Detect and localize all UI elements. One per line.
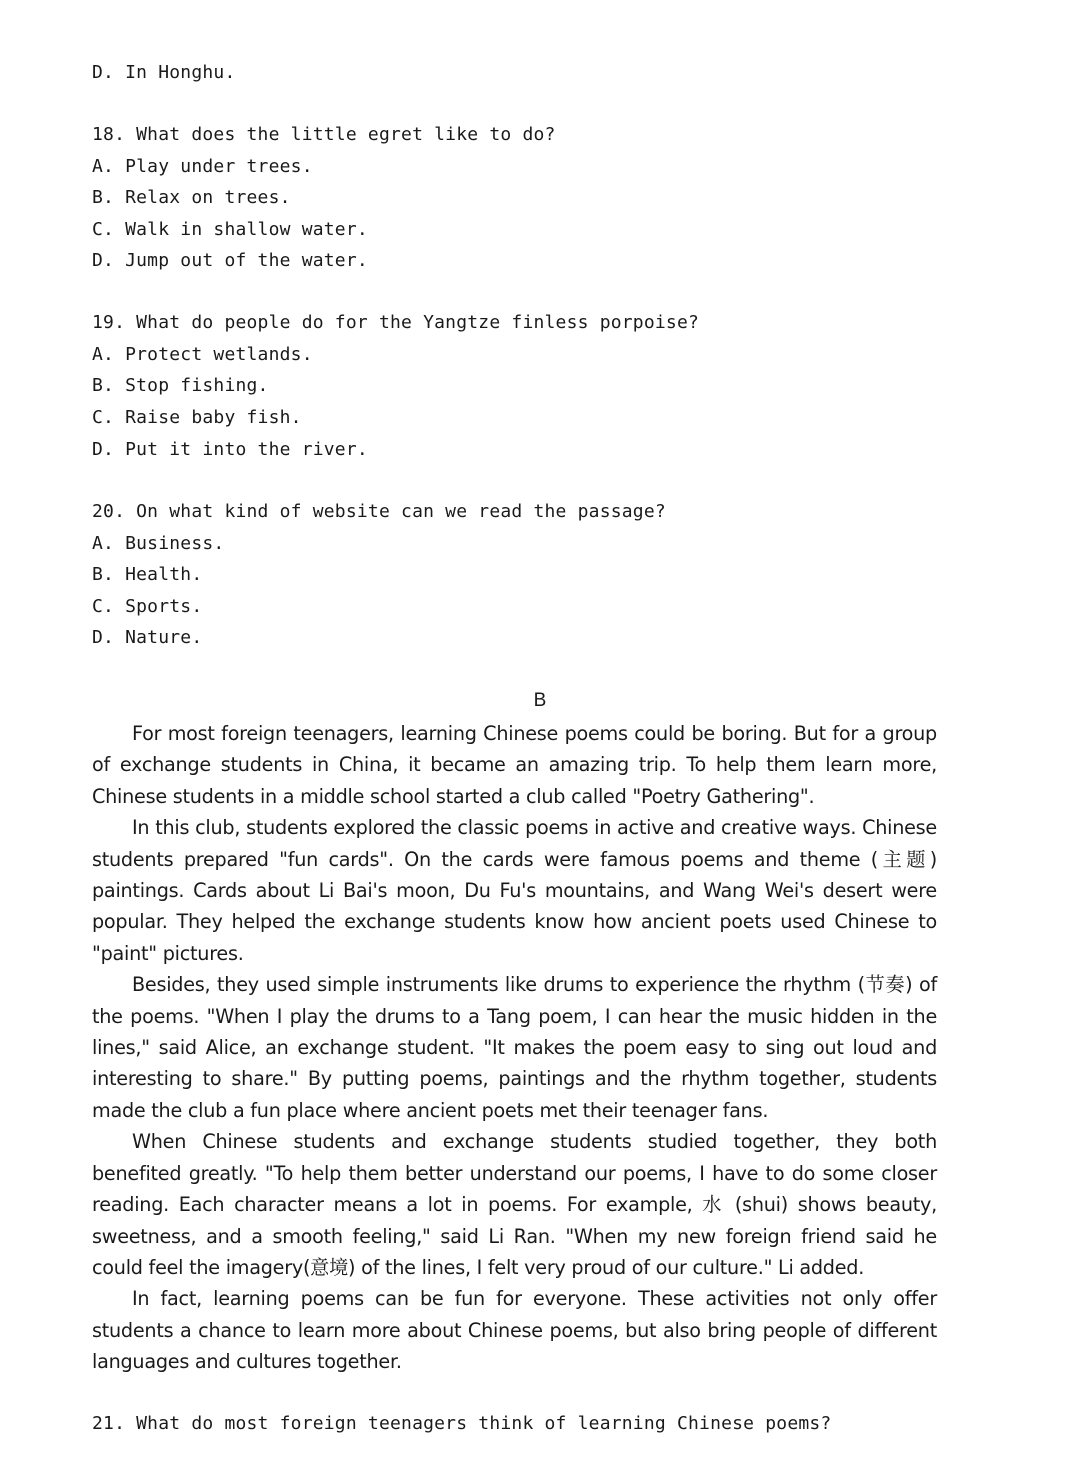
- question-18-option-d: D. Jump out of the water.: [92, 250, 368, 271]
- question-19-stem: 19. What do people do for the Yangtze finless porpoise?: [92, 312, 700, 333]
- question-20-option-a: A. Business.: [92, 533, 225, 554]
- passage-paragraph-2: In this club, students explored the classic poems in active and creative ways. Chinese students prepared "fun cards". On the cards were famous poems and theme (主题) paintings. Cards about Li Bai's moon, Du Fu's mountains, and Wang Wei's desert were popular. They helped the exchange students know how ancient poets used Chinese to "paint" pictures.: [92, 816, 937, 965]
- passage-paragraph-5: In fact, learning poems can be fun for everyone. These activities not only offer students a chance to learn more about Chinese poems, but also bring people of different languages and cultures together.: [92, 1287, 937, 1374]
- question-18-stem: 18. What does the little egret like to do?: [92, 124, 556, 145]
- question-19-option-d: D. Put it into the river.: [92, 439, 368, 460]
- question-20-option-c: C. Sports.: [92, 596, 203, 617]
- passage-paragraph-4: When Chinese students and exchange students studied together, they both benefited greatly. "To help them better understand our poems, I have to do some closer reading. Each character means a lot in poems. For example, 水 (shui) shows beauty, sweetness, and a smooth feeling," said Li Ran. "When my new foreign friend said he could feel the imagery(意境) of the lines, I felt very proud of our culture." Li added.: [92, 1130, 937, 1279]
- passage-paragraph-1: For most foreign teenagers, learning Chinese poems could be boring. But for a group of exchange students in China, it became an amazing trip. To help them learn more, Chinese students in a middle school started a club called "Poetry Gathering".: [92, 722, 937, 808]
- reading-passage: [92, 718, 937, 1378]
- question-19-option-c: C. Raise baby fish.: [92, 407, 302, 428]
- section-letter: B: [533, 690, 547, 711]
- question-20-option-b: B. Health.: [92, 564, 203, 585]
- question-19-option-b: B. Stop fishing.: [92, 375, 269, 396]
- option-d-honghu: D. In Honghu.: [92, 62, 236, 83]
- passage-paragraph-3: Besides, they used simple instruments like drums to experience the rhythm (节奏) of the poems. "When I play the drums to a Tang poem, I can hear the music hidden in the lines," said Alice, an exchange student. "It makes the poem easy to sing out loud and interesting to share." By putting poems, paintings and the rhythm together, students made the club a fun place where ancient poets met their teenager fans.: [92, 973, 937, 1122]
- question-21-stem: 21. What do most foreign teenagers think of learning Chinese poems?: [92, 1413, 832, 1434]
- question-20-option-d: D. Nature.: [92, 627, 203, 648]
- question-18-option-b: B. Relax on trees.: [92, 187, 291, 208]
- question-18-option-c: C. Walk in shallow water.: [92, 219, 368, 240]
- question-18-option-a: A. Play under trees.: [92, 156, 313, 177]
- question-20-stem: 20. On what kind of website can we read the passage?: [92, 501, 666, 522]
- question-19-option-a: A. Protect wetlands.: [92, 344, 313, 365]
